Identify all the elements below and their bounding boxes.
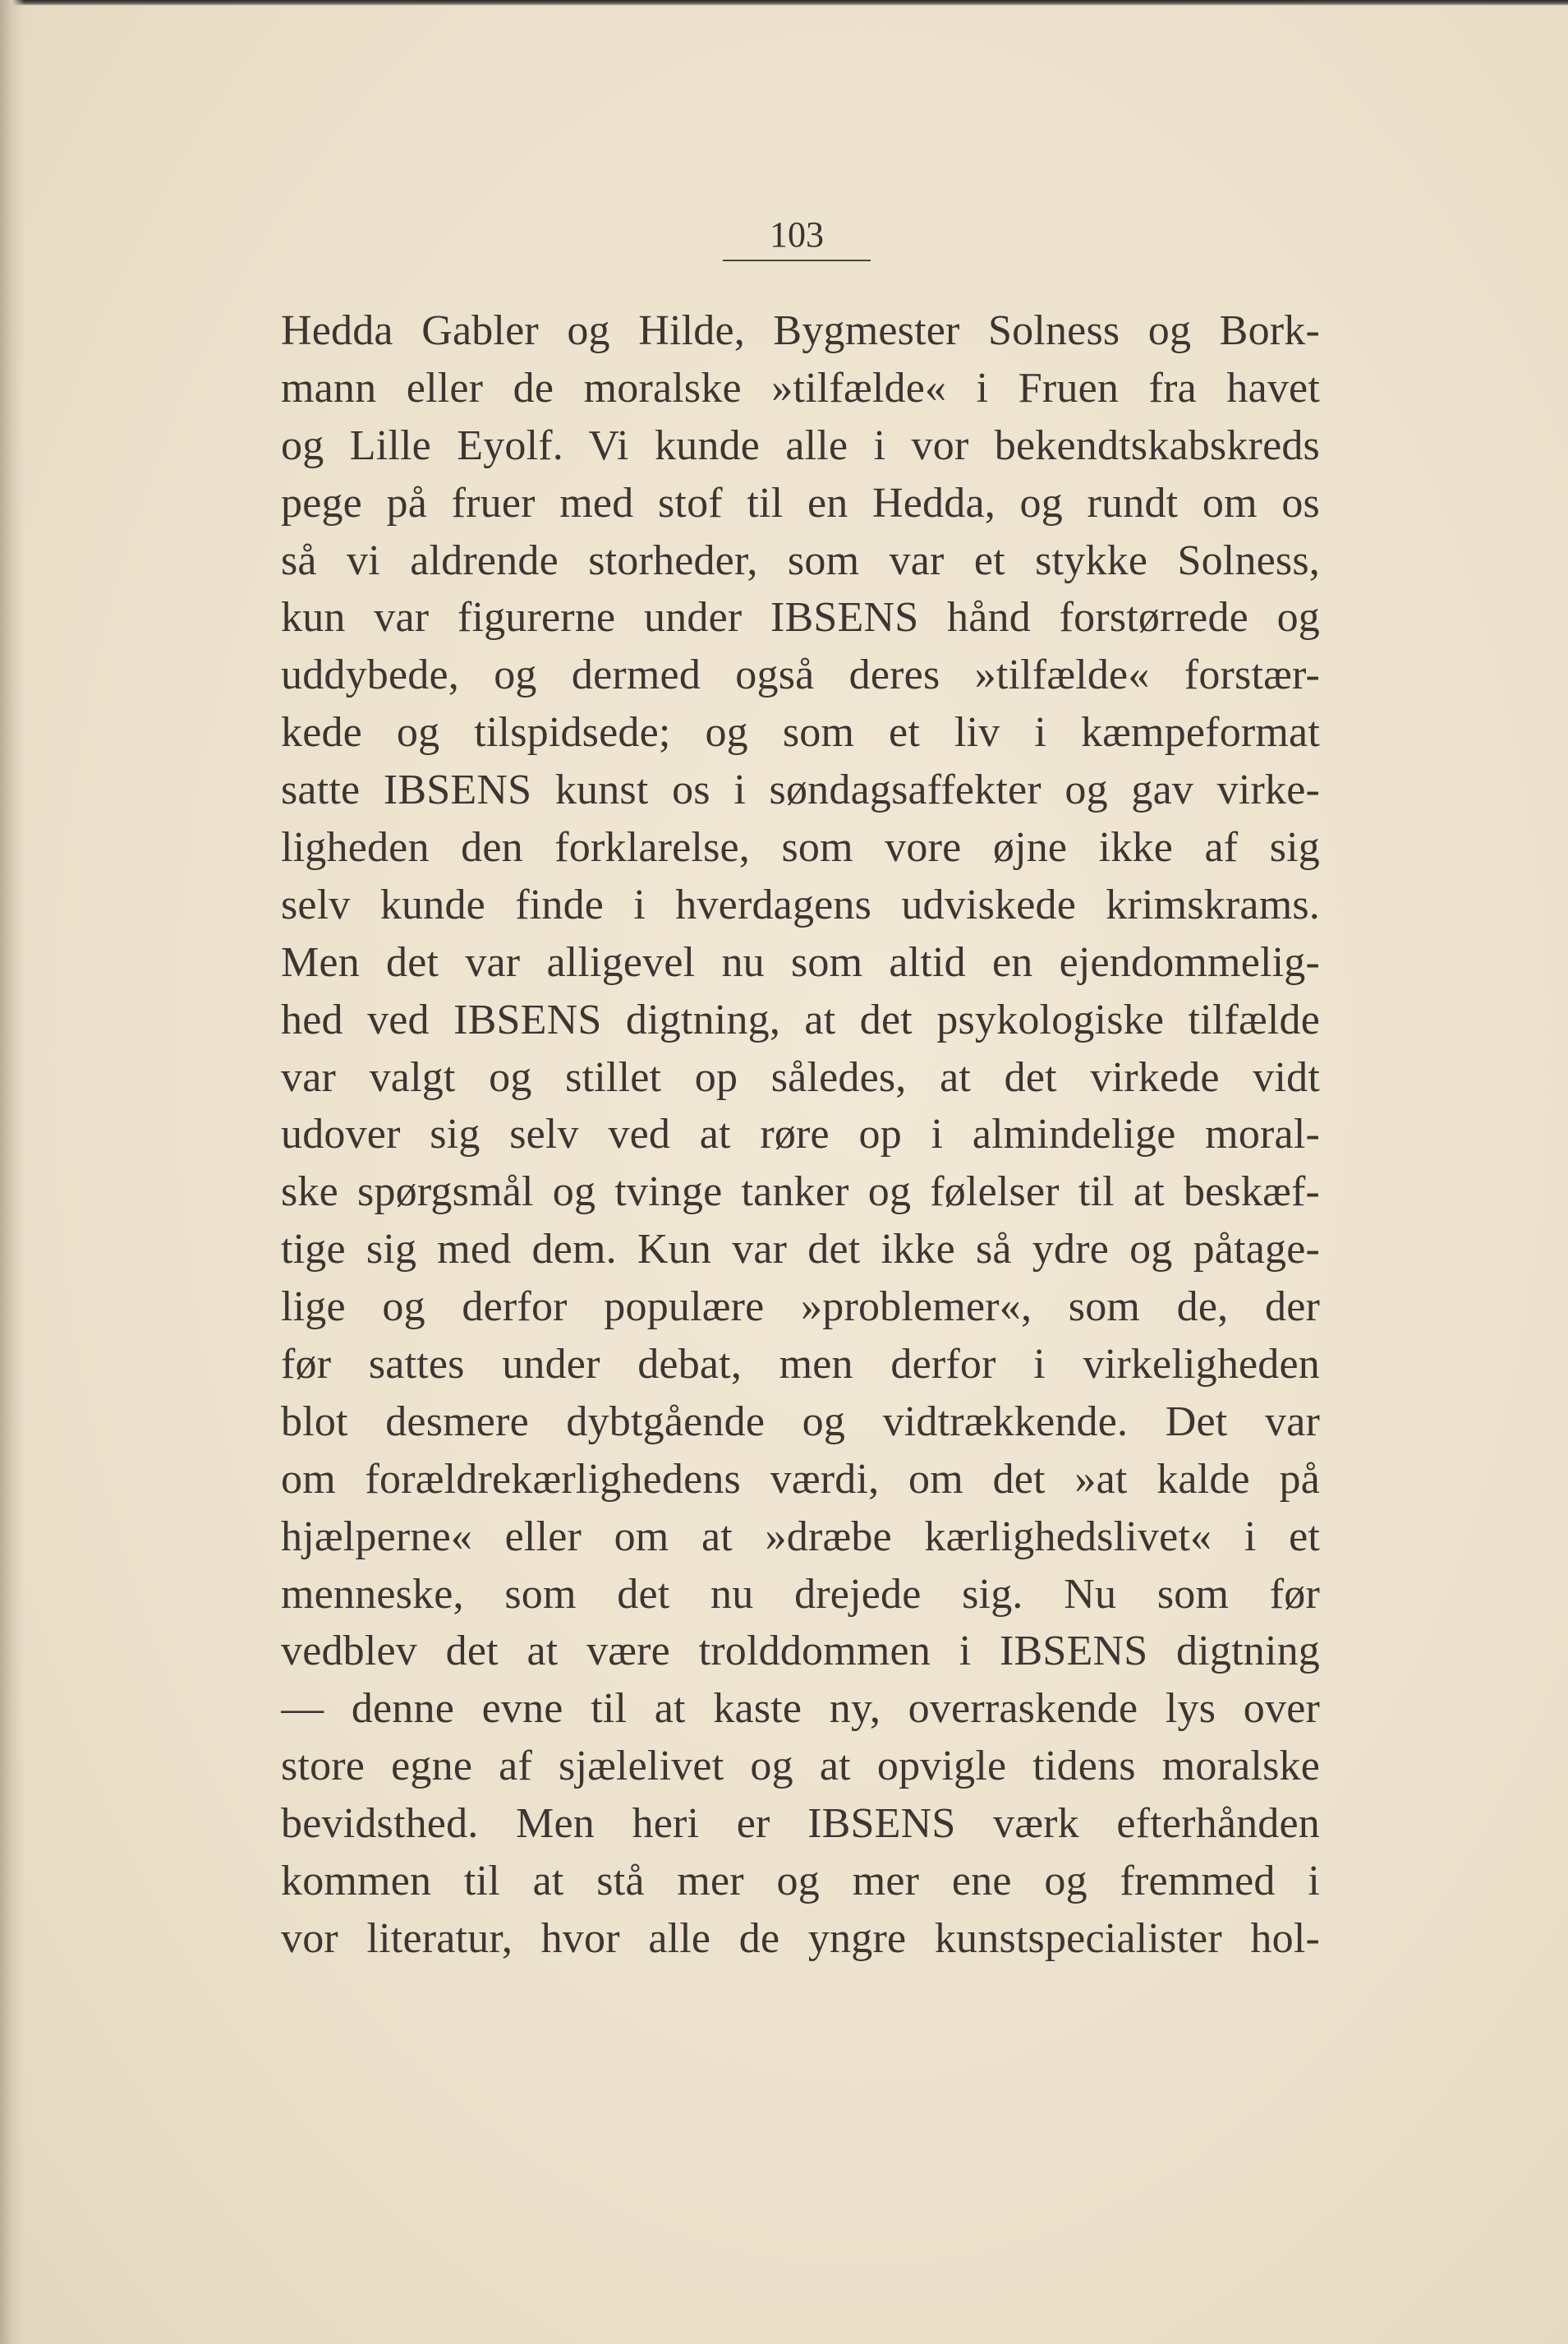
text-line: om forældrekærlighedens værdi, om det »at kalde på xyxy=(281,1455,1320,1503)
text-line: blot desmere dybtgående og vidtrækkende. Det var xyxy=(281,1398,1320,1445)
text-line: tige sig med dem. Kun var det ikke så ydre og påtage- xyxy=(281,1226,1320,1273)
text-line: menneske, som det nu drejede sig. Nu som før xyxy=(281,1570,1320,1618)
text-line: ske spørgsmål og tvinge tanker og følelser til at beskæf- xyxy=(281,1168,1320,1216)
text-line: og Lille Eyolf. Vi kunde alle i vor bekendtskabskreds xyxy=(281,421,1320,469)
text-line: vedblev det at være trolddommen i IBSENS digtning xyxy=(281,1628,1320,1675)
text-line: Men det var alligevel nu som altid en ejendommelig- xyxy=(281,938,1320,986)
text-line: selv kunde finde i hverdagens udviskede krimskrams. xyxy=(281,881,1320,928)
text-line: bevidsthed. Men heri er IBSENS værk efterhånden xyxy=(281,1800,1320,1848)
text-line: satte IBSENS kunst os i søndagsaffekter og gav virke- xyxy=(281,767,1320,814)
text-line: kommen til at stå mer og mer ene og fremmed i xyxy=(281,1858,1320,1905)
page-top-edge xyxy=(0,0,1568,6)
text-line: kun var figurerne under IBSENS hånd forstørrede og xyxy=(281,594,1320,642)
text-line: vor literatur, hvor alle de yngre kunstspecialister hol- xyxy=(281,1914,1320,1962)
text-line: ligheden den forklarelse, som vore øjne ikke af sig xyxy=(281,824,1320,872)
text-line: udover sig selv ved at røre op i almindelige moral- xyxy=(281,1111,1320,1158)
text-line: — denne evne til at kaste ny, overraskende lys over xyxy=(281,1685,1320,1733)
text-line: lige og derfor populære »problemer«, som de, der xyxy=(281,1283,1320,1331)
text-line: så vi aldrende storheder, som var et stykke Solness, xyxy=(281,536,1320,584)
text-line: var valgt og stillet op således, at det virkede vidt xyxy=(281,1053,1320,1101)
page-number-rule xyxy=(723,260,871,261)
text-line: uddybede, og dermed også deres »tilfælde« forstær- xyxy=(281,652,1320,699)
text-line: hed ved IBSENS digtning, at det psykologiske tilfælde xyxy=(281,996,1320,1043)
body-text xyxy=(281,302,1320,1968)
text-line: hjælperne« eller om at »dræbe kærlighedslivet« i et xyxy=(281,1513,1320,1560)
text-line: kede og tilspidsede; og som et liv i kæmpeformat xyxy=(281,709,1320,757)
page-number: 103 xyxy=(770,214,824,255)
text-line: før sattes under debat, men derfor i virkeligheden xyxy=(281,1341,1320,1388)
text-line: mann eller de moralske »tilfælde« i Fruen fra havet xyxy=(281,364,1320,412)
text-line: store egne af sjælelivet og at opvigle tidens moralske xyxy=(281,1743,1320,1790)
text-line: Hedda Gabler og Hilde, Bygmester Solness og Bork- xyxy=(281,307,1320,354)
text-line: pege på fruer med stof til en Hedda, og rundt om os xyxy=(281,479,1320,527)
page-gutter-shadow xyxy=(0,0,25,2344)
